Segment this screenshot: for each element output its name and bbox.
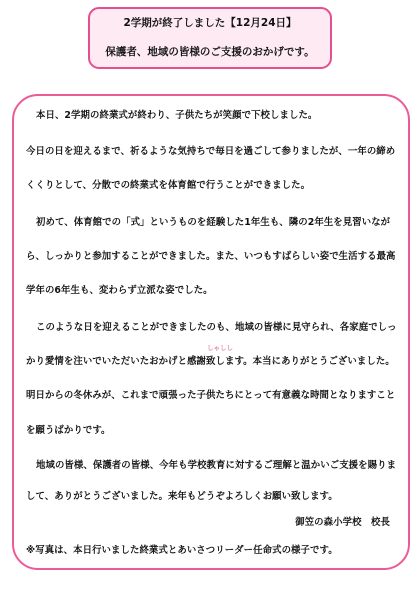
paragraph-line: 明日からの冬休みが、これまで頑張った子供たちにとって有意義な時間となりますこと bbox=[26, 390, 396, 401]
paragraph-line: くくりとして、分散での終業式を体育館で行うことができました。 bbox=[26, 180, 311, 191]
paragraph-line: を願うばかりです。 bbox=[26, 425, 111, 436]
furigana-annotation: しゃしし bbox=[207, 344, 233, 352]
paragraph-line: して、ありがとうございました。来年もどうぞよろしくお願い致します。 bbox=[26, 491, 338, 502]
paragraph-line: 初めて、体育館での「式」というものを経験した1年生も、隣の2年生を見習いなが bbox=[36, 217, 391, 228]
photo-note: ※写真は、本日行いました終業式とあいさつリーダー任命式の様子です。 bbox=[26, 545, 338, 556]
title-banner bbox=[88, 7, 332, 69]
paragraph-line: 今日の日を迎えるまで、祈るような気持ちで毎日を過ごして参りましたが、一年の締め bbox=[26, 146, 396, 157]
title-date-line: 2学期が終了しました【12月24日】 bbox=[123, 17, 297, 29]
message-panel bbox=[12, 94, 410, 570]
paragraph-line: 本日、2学期の終業式が終わり、子供たちが笑顔で下校しました。 bbox=[36, 110, 318, 121]
paragraph-line: 地域の皆様、保護者の皆様、今年も学校教育に対するご理解と温かいご支援を賜りま bbox=[36, 460, 397, 471]
paragraph-line: かり愛情を注いでいただいたおかげと感謝致します。本当にありがとうございました。 bbox=[26, 356, 395, 367]
principal-signature: 御笠の森小学校 校長 bbox=[295, 517, 390, 528]
paragraph-line: このような日を迎えることができましたのも、地域の皆様に見守られ、各家庭でしっ bbox=[36, 322, 397, 333]
paragraph-line: 学年の6年生も、変わらず立派な姿でした。 bbox=[26, 285, 213, 296]
paragraph-line: ら、しっかりと参加することができました。また、いつもすばらしい姿で生活する最高 bbox=[26, 251, 396, 262]
title-thanks-line: 保護者、地域の皆様のご支援のおかげです。 bbox=[105, 46, 315, 58]
